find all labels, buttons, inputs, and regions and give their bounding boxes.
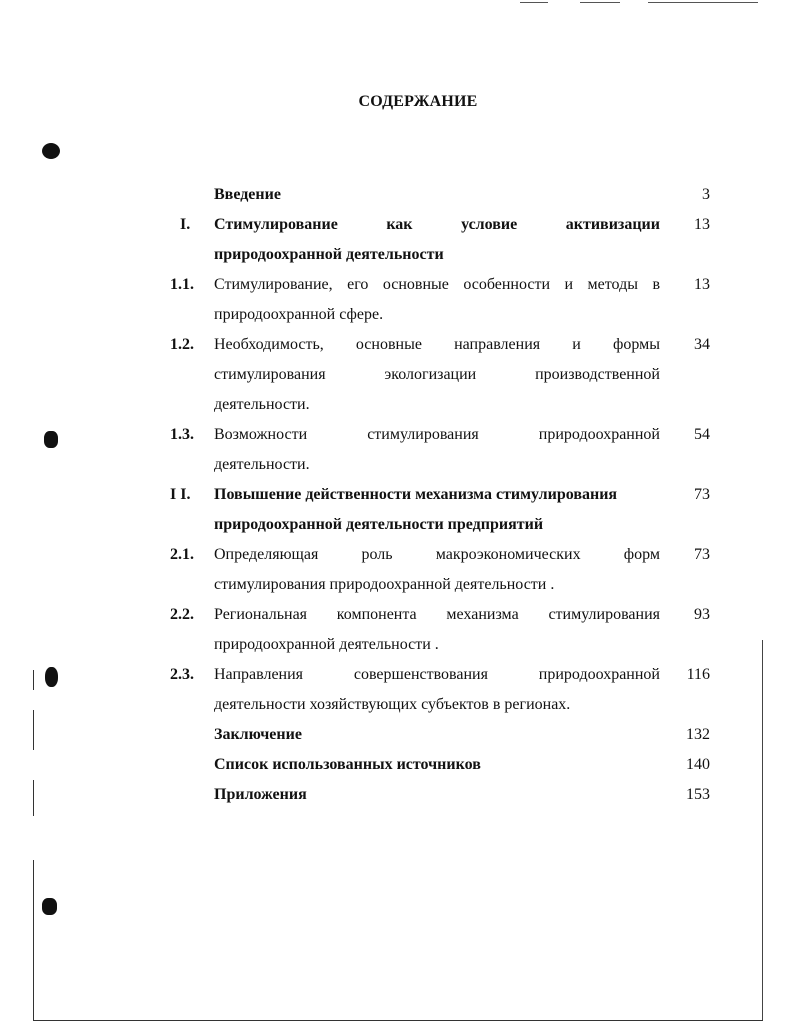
scan-artifact-dash: [580, 2, 620, 3]
page-title: СОДЕРЖАНИЕ: [358, 93, 478, 110]
scan-artifact-line: [33, 1020, 763, 1021]
toc-entry-line: Приложения: [214, 786, 307, 803]
table-of-contents: [170, 180, 710, 810]
toc-entry-number: 2.3.: [170, 666, 194, 683]
toc-entry-page: 73: [694, 546, 710, 563]
toc-entry-page: 54: [694, 426, 710, 443]
toc-entry-line: Региональная компонента механизма стимулирования: [214, 606, 660, 623]
toc-entry-line: природоохранной сфере.: [214, 306, 384, 323]
toc-entry: [170, 660, 710, 720]
toc-entry-line: стимулирования экологизации производственной: [214, 366, 660, 383]
toc-entry-line: Повышение действенности механизма стимулирования: [214, 486, 618, 503]
toc-entry-number: 1.1.: [170, 276, 194, 293]
toc-entry: [170, 270, 710, 330]
toc-entry-line: Стимулирование, его основные особенности и методы в: [214, 276, 660, 293]
toc-entry-title: [214, 210, 660, 270]
scan-artifact-blot: [44, 431, 58, 448]
scan-artifact-blot: [42, 898, 57, 915]
toc-entry-page: 73: [694, 486, 710, 503]
toc-entry-line: деятельности.: [214, 396, 310, 413]
toc-entry-title: [214, 480, 660, 540]
toc-entry: [170, 210, 710, 270]
toc-entry-title: [214, 420, 660, 480]
toc-entry-line: Направления совершенствования природоохранной: [214, 666, 660, 683]
toc-entry-line: Возможности стимулирования природоохранной: [214, 426, 660, 443]
toc-entry-title: [214, 600, 660, 660]
toc-entry-page: 116: [686, 666, 710, 683]
scan-artifact-line: [762, 640, 763, 1020]
scan-artifact-blot: [45, 667, 58, 687]
toc-entry-line: Необходимость, основные направления и формы: [214, 336, 660, 353]
toc-entry-number: 1.3.: [170, 426, 194, 443]
toc-entry-page: 13: [694, 276, 710, 293]
scan-artifact-blot: [42, 143, 60, 159]
scan-artifact-line: [33, 710, 34, 750]
toc-entry-title: [214, 720, 660, 750]
scan-artifact-line: [33, 780, 34, 816]
toc-entry-title: [214, 270, 660, 330]
toc-entry-title: [214, 330, 660, 420]
toc-entry-number: 2.2.: [170, 606, 194, 623]
toc-entry-line: природоохранной деятельности предприятий: [214, 516, 544, 533]
toc-entry-line: Стимулирование как условие активизации: [214, 216, 660, 233]
toc-entry-number: I I.: [170, 486, 191, 503]
toc-entry-title: [214, 780, 660, 810]
toc-entry-title: [214, 660, 660, 720]
toc-entry-number: 1.2.: [170, 336, 194, 353]
toc-entry-line: природоохранной деятельности: [214, 246, 444, 263]
toc-entry-number: I.: [180, 216, 191, 233]
toc-entry-line: Введение: [214, 186, 281, 203]
toc-entry-page: 153: [686, 786, 710, 803]
toc-entry-page: 132: [686, 726, 710, 743]
toc-entry-line: деятельности хозяйствующих субъектов в регионах.: [214, 696, 571, 713]
toc-entry: [170, 540, 710, 600]
toc-entry: [170, 480, 710, 540]
toc-entry-page: 140: [686, 756, 710, 773]
toc-entry-line: деятельности.: [214, 456, 310, 473]
toc-entry-line: Список использованных источников: [214, 756, 481, 773]
toc-entry-page: 34: [694, 336, 710, 353]
toc-entry-title: [214, 540, 660, 600]
scan-artifact-line: [33, 860, 34, 1020]
toc-entry-page: 13: [694, 216, 710, 233]
toc-entry: [170, 720, 710, 750]
scan-artifact-line: [33, 670, 34, 690]
scan-artifact-dash: [520, 2, 548, 3]
toc-entry-line: Определяющая роль макроэкономических форм: [214, 546, 660, 563]
toc-entry: [170, 330, 710, 420]
toc-entry: [170, 420, 710, 480]
scan-artifact-dash: [648, 2, 758, 3]
toc-entry: [170, 180, 710, 210]
toc-entry: [170, 750, 710, 780]
toc-entry-page: 93: [694, 606, 710, 623]
toc-entry-title: [214, 750, 660, 780]
toc-entry-line: стимулирования природоохранной деятельности .: [214, 576, 555, 593]
toc-entry-title: [214, 180, 660, 210]
toc-entry: [170, 780, 710, 810]
toc-entry-line: Заключение: [214, 726, 302, 743]
toc-entry-number: 2.1.: [170, 546, 194, 563]
toc-entry-line: природоохранной деятельности .: [214, 636, 439, 653]
toc-entry: [170, 600, 710, 660]
toc-entry-page: 3: [702, 186, 710, 203]
